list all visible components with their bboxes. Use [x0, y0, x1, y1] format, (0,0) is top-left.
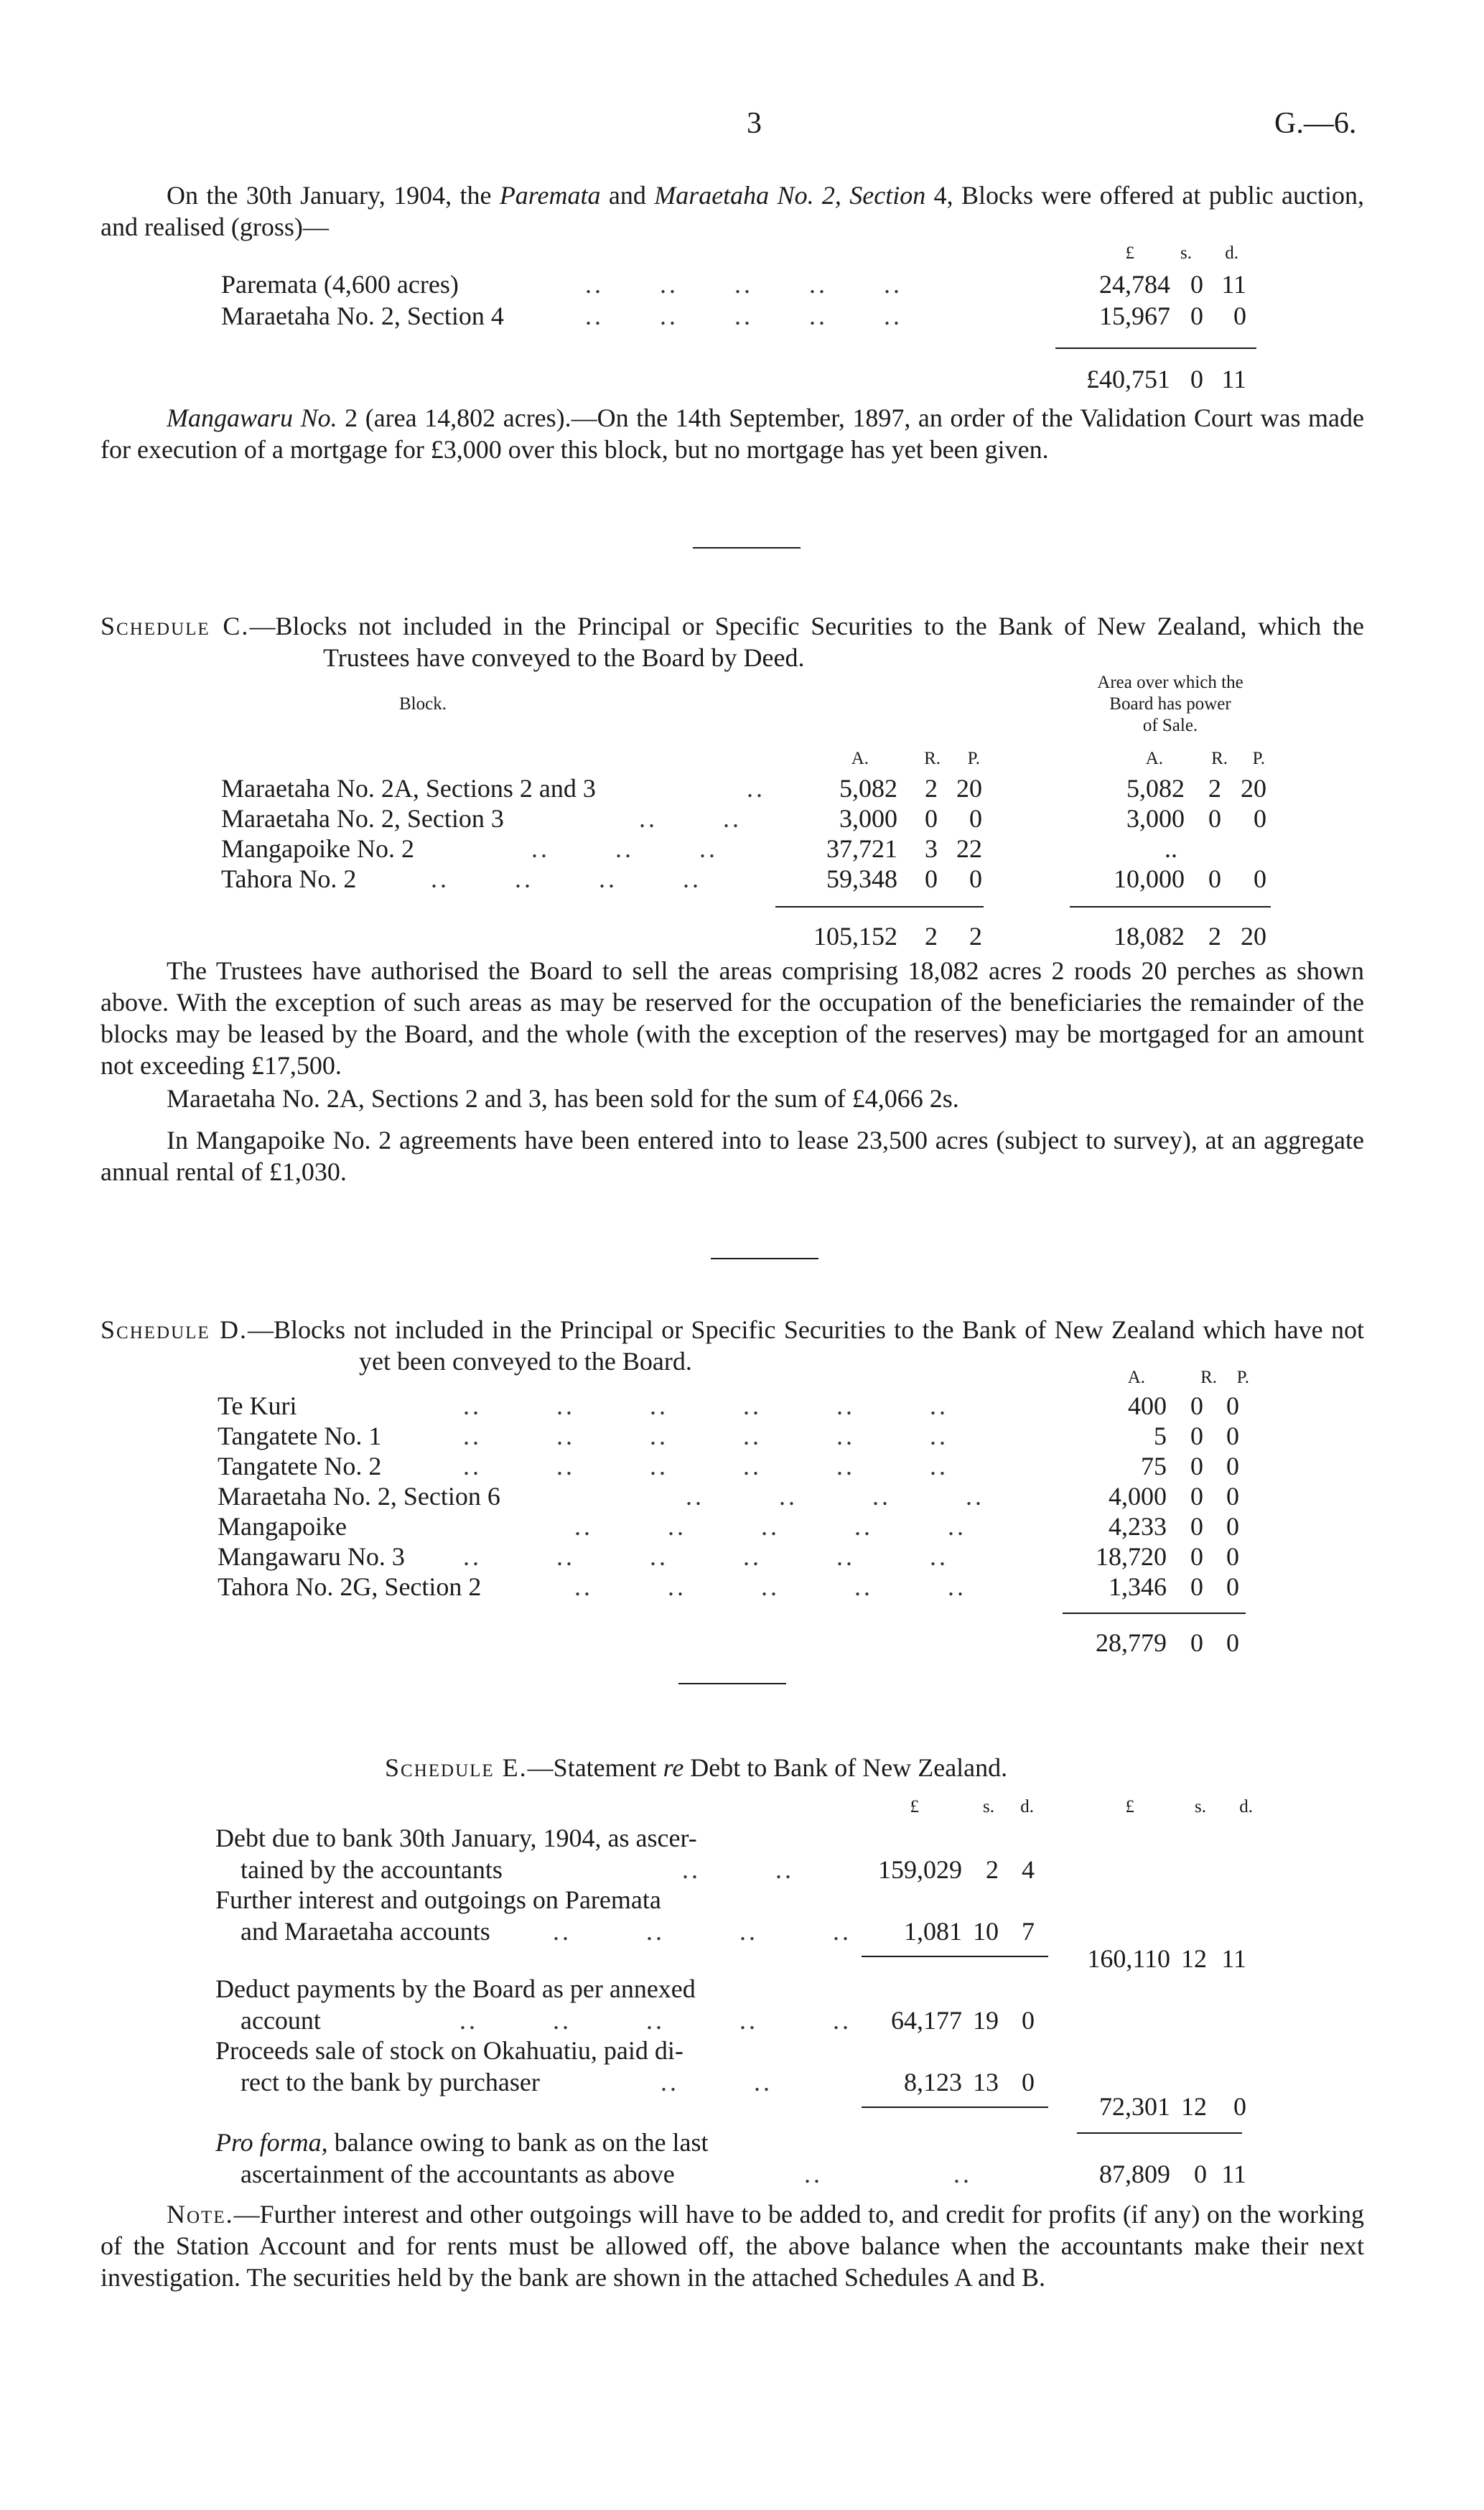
- leader-dots: .. .. ..: [531, 834, 718, 863]
- block-d-roods: 0: [1190, 1482, 1203, 1511]
- acres-unit: A.: [1127, 1368, 1145, 1387]
- perches-unit: P.: [1252, 749, 1265, 768]
- block-row-label: Tahora No. 2: [221, 864, 357, 893]
- document-reference: G.—6.: [1274, 107, 1357, 140]
- block-acres: 37,721: [826, 834, 897, 863]
- block-d-roods: 0: [1190, 1422, 1203, 1450]
- balance-shillings: 0: [1194, 2160, 1207, 2188]
- leader-dots: .. ..: [639, 804, 742, 833]
- sale-roods: 0: [1208, 864, 1221, 893]
- subtotal-1-pence: 11: [1221, 1944, 1246, 1973]
- leader-dots: .. .. .. .. ..: [574, 1512, 966, 1541]
- leader-dots: .. .. .. .. ..: [574, 1572, 966, 1601]
- page-number: 3: [747, 107, 762, 140]
- block-d-acres: 1,346: [1109, 1572, 1167, 1601]
- block-total-acres: 105,152: [813, 922, 897, 951]
- auction-row-pounds: 15,967: [1099, 302, 1170, 330]
- auction-total-pence: 11: [1221, 365, 1246, 393]
- lease-paragraph: In Mangapoike No. 2 agreements have been entered into to lease 23,500 acres (subject to survey), at an aggregate annual rental of £1,030.: [101, 1126, 1364, 1186]
- block-d-roods: 0: [1190, 1452, 1203, 1480]
- block-d-acres: 18,720: [1096, 1542, 1167, 1571]
- roods-unit: R.: [924, 749, 941, 768]
- schedule-c-heading: Schedule C.—Blocks not included in the Principal or Specific Securities to the Bank of New Zealand, which the Trustees have conveyed to the Board by Deed.: [101, 612, 1365, 672]
- block-d-acres: 4,233: [1109, 1512, 1167, 1541]
- auction-total-pounds: £40,751: [1086, 365, 1170, 393]
- block-roods: 3: [925, 834, 938, 863]
- pound-col-head: £: [1125, 243, 1134, 263]
- proceeds-pence: 0: [1022, 2068, 1035, 2096]
- block-d-perches: 0: [1226, 1572, 1239, 1601]
- leader-dots: .. .. .. .. ..: [585, 270, 902, 299]
- block-perches: 0: [969, 864, 982, 893]
- block-d-roods: 0: [1190, 1542, 1203, 1571]
- block-d-roods: 0: [1190, 1572, 1203, 1601]
- block-d-perches: 0: [1226, 1422, 1239, 1450]
- auction-row-label: Paremata (4,600 acres): [221, 270, 459, 299]
- leader-dots: .. .. .. .. .. ..: [463, 1391, 948, 1420]
- block-d-row-label: Maraetaha No. 2, Section 6: [218, 1482, 500, 1511]
- block-d-acres: 4,000: [1109, 1482, 1167, 1511]
- auction-row-shillings: 0: [1190, 302, 1203, 330]
- mangawaru-paragraph: Mangawaru No. 2 (area 14,802 acres).—On the 14th September, 1897, an order of the Validation Court was made for execution of a mortgage for £3,000 over this block, but no mortgage has yet been given.: [101, 403, 1364, 464]
- auction-paragraph: On the 30th January, 1904, the Paremata and Maraetaha No. 2, Section 4, Blocks were offered at public auction, and realised (gross)—: [101, 181, 1365, 241]
- pro-forma-label: Pro forma, balance owing to bank as on the last: [215, 2128, 709, 2157]
- leader-dots: .. .. .. .. ..: [585, 302, 902, 330]
- block-d-total-roods: 0: [1190, 1628, 1203, 1657]
- proceeds-label-cont: rect to the bank by purchaser: [241, 2068, 540, 2096]
- block-d-row-label: Tangatete No. 2: [218, 1452, 382, 1480]
- sale-acres: ..: [1165, 834, 1177, 863]
- leader-dots: .. .. .. ..: [686, 1482, 984, 1511]
- block-roods: 0: [925, 864, 938, 893]
- leader-dots: .. ..: [804, 2160, 972, 2188]
- pound-col-head: £: [1125, 1797, 1134, 1816]
- balance-pounds: 87,809: [1099, 2160, 1170, 2188]
- area-power-head: of Sale.: [1142, 716, 1198, 735]
- block-d-perches: 0: [1226, 1452, 1239, 1480]
- sum-rule: [775, 906, 984, 908]
- sale-perches: 20: [1241, 774, 1266, 803]
- deduct-pence: 0: [1022, 2006, 1035, 2035]
- block-d-roods: 0: [1190, 1512, 1203, 1541]
- note-paragraph: Note.—Further interest and other outgoings will have to be added to, and credit for profits (if any) on the working of the Station Account and for rents must be allowed off, the above balance when the accountants make their next investigation. The securities held by the bank are shown in the attached Schedules A and B.: [101, 2200, 1364, 2292]
- sum-rule: [1055, 347, 1256, 349]
- subtotal-1-shillings: 12: [1181, 1944, 1207, 1973]
- proceeds-pounds: 8,123: [904, 2068, 962, 2096]
- proceeds-shillings: 13: [973, 2068, 999, 2096]
- schedule-d-heading: Schedule D.—Blocks not included in the Principal or Specific Securities to the Bank of New Zealand which have not yet been conveyed to the Board.: [101, 1315, 1364, 1376]
- debt-shillings: 2: [986, 1855, 999, 1884]
- sale-perches: 0: [1254, 804, 1266, 833]
- pence-col-head: d.: [1225, 243, 1238, 263]
- pence-col-head: d.: [1239, 1797, 1253, 1816]
- sale-total-roods: 2: [1208, 922, 1221, 951]
- block-d-perches: 0: [1226, 1391, 1239, 1420]
- acres-unit: A.: [851, 749, 869, 768]
- auction-row-pounds: 24,784: [1099, 270, 1170, 299]
- subtotal-2-pounds: 72,301: [1099, 2092, 1170, 2121]
- further-interest-label: Further interest and outgoings on Paremata: [215, 1885, 661, 1914]
- sum-rule: [1077, 2132, 1242, 2134]
- section-divider: [693, 547, 801, 549]
- pro-forma-label-cont: ascertainment of the accountants as above: [241, 2160, 675, 2188]
- block-row-label: Maraetaha No. 2A, Sections 2 and 3: [221, 774, 596, 803]
- subtotal-2-pence: 0: [1233, 2092, 1246, 2121]
- block-row-label: Mangapoike No. 2: [221, 834, 414, 863]
- deduct-shillings: 19: [973, 2006, 999, 2035]
- schedule-e-heading: Schedule E.—Statement re Debt to Bank of New Zealand.: [385, 1753, 1008, 1782]
- auction-row-pence: 11: [1221, 270, 1246, 299]
- leader-dots: .. ..: [661, 2068, 773, 2096]
- perches-unit: P.: [967, 749, 980, 768]
- subtotal-2-shillings: 12: [1181, 2092, 1207, 2121]
- block-d-perches: 0: [1226, 1542, 1239, 1571]
- block-roods: 2: [925, 774, 938, 803]
- auction-total-shillings: 0: [1190, 365, 1203, 393]
- block-d-row-label: Te Kuri: [218, 1391, 297, 1420]
- block-acres: 5,082: [839, 774, 897, 803]
- deduct-label-cont: account: [241, 2006, 321, 2035]
- block-d-row-label: Mangawaru No. 3: [218, 1542, 405, 1571]
- sale-paragraph: Maraetaha No. 2A, Sections 2 and 3, has been sold for the sum of £4,066 2s.: [167, 1084, 959, 1113]
- leader-dots: .. .. .. ..: [553, 1917, 851, 1946]
- sale-perches: 0: [1254, 864, 1266, 893]
- debt-pence: 4: [1022, 1855, 1035, 1884]
- perches-unit: P.: [1236, 1368, 1249, 1387]
- block-perches: 20: [956, 774, 982, 803]
- sale-total-acres: 18,082: [1114, 922, 1185, 951]
- leader-dots: .. .. .. .. .. ..: [463, 1422, 948, 1450]
- block-d-acres: 75: [1141, 1452, 1167, 1480]
- shilling-col-head: s.: [983, 1797, 994, 1816]
- auction-row-shillings: 0: [1190, 270, 1203, 299]
- block-perches: 0: [969, 804, 982, 833]
- leader-dots: .. .. .. .. .. ..: [463, 1452, 948, 1480]
- debt-pounds: 159,029: [878, 1855, 962, 1884]
- further-pounds: 1,081: [904, 1917, 962, 1946]
- further-shillings: 10: [973, 1917, 999, 1946]
- shilling-col-head: s.: [1195, 1797, 1206, 1816]
- leader-dots: .. .. .. .. .. ..: [463, 1542, 948, 1571]
- block-total-roods: 2: [925, 922, 938, 951]
- shilling-col-head: s.: [1180, 243, 1192, 263]
- block-d-total-perches: 0: [1226, 1628, 1239, 1657]
- leader-dots: ..: [747, 774, 765, 803]
- leader-dots: .. .. .. ..: [431, 864, 701, 893]
- sale-roods: 2: [1208, 774, 1221, 803]
- block-d-acres: 400: [1128, 1391, 1167, 1420]
- sum-rule: [862, 2107, 1048, 2108]
- sale-acres: 10,000: [1114, 864, 1185, 893]
- sale-acres: 5,082: [1126, 774, 1185, 803]
- leader-dots: .. .. .. .. ..: [459, 2006, 851, 2035]
- balance-pence: 11: [1221, 2160, 1246, 2188]
- sale-acres: 3,000: [1126, 804, 1185, 833]
- roods-unit: R.: [1200, 1368, 1217, 1387]
- subtotal-1-pounds: 160,110: [1087, 1944, 1170, 1973]
- section-divider: [678, 1683, 786, 1684]
- block-d-total-acres: 28,779: [1096, 1628, 1167, 1657]
- block-acres: 59,348: [826, 864, 897, 893]
- block-d-roods: 0: [1190, 1391, 1203, 1420]
- area-power-head: Area over which the: [1097, 673, 1243, 692]
- block-d-acres: 5: [1154, 1422, 1167, 1450]
- sum-rule: [1063, 1613, 1246, 1614]
- auction-row-pence: 0: [1233, 302, 1246, 330]
- further-pence: 7: [1022, 1917, 1035, 1946]
- further-interest-label-cont: and Maraetaha accounts: [241, 1917, 490, 1946]
- block-roods: 0: [925, 804, 938, 833]
- block-d-perches: 0: [1226, 1482, 1239, 1511]
- block-perches: 22: [956, 834, 982, 863]
- section-divider: [711, 1258, 818, 1259]
- sum-rule: [862, 1956, 1048, 1957]
- area-power-head: Board has power: [1109, 694, 1231, 714]
- auction-row-label: Maraetaha No. 2, Section 4: [221, 302, 504, 330]
- sale-total-perches: 20: [1241, 922, 1266, 951]
- block-acres: 3,000: [839, 804, 897, 833]
- pence-col-head: d.: [1020, 1797, 1034, 1816]
- leader-dots: .. ..: [682, 1855, 794, 1884]
- debt-label-cont: tained by the accountants: [241, 1855, 503, 1884]
- block-d-row-label: Mangapoike: [218, 1512, 347, 1541]
- block-d-row-label: Tahora No. 2G, Section 2: [218, 1572, 482, 1601]
- pound-col-head: £: [910, 1797, 919, 1816]
- block-total-perches: 2: [969, 922, 982, 951]
- block-col-head: Block.: [399, 694, 447, 714]
- deduct-pounds: 64,177: [891, 2006, 962, 2035]
- trustees-paragraph: The Trustees have authorised the Board to sell the areas comprising 18,082 acres 2 roods 20 perches as shown above. With the exception of such areas as may be reserved for the occupation of the beneficiaries the remainder of the blocks may be leased by the Board, and the whole (with the exception of the reserves) may be mortgaged for an amount not exceeding £17,500.: [101, 956, 1364, 1080]
- sale-roods: 0: [1208, 804, 1221, 833]
- block-row-label: Maraetaha No. 2, Section 3: [221, 804, 504, 833]
- block-d-perches: 0: [1226, 1512, 1239, 1541]
- block-d-row-label: Tangatete No. 1: [218, 1422, 382, 1450]
- proceeds-label: Proceeds sale of stock on Okahuatiu, paid di-: [215, 2036, 683, 2065]
- roods-unit: R.: [1211, 749, 1228, 768]
- acres-unit: A.: [1145, 749, 1163, 768]
- deduct-label: Deduct payments by the Board as per annexed: [215, 1974, 696, 2003]
- sum-rule: [1070, 906, 1271, 908]
- debt-label: Debt due to bank 30th January, 1904, as ascer-: [215, 1824, 697, 1852]
